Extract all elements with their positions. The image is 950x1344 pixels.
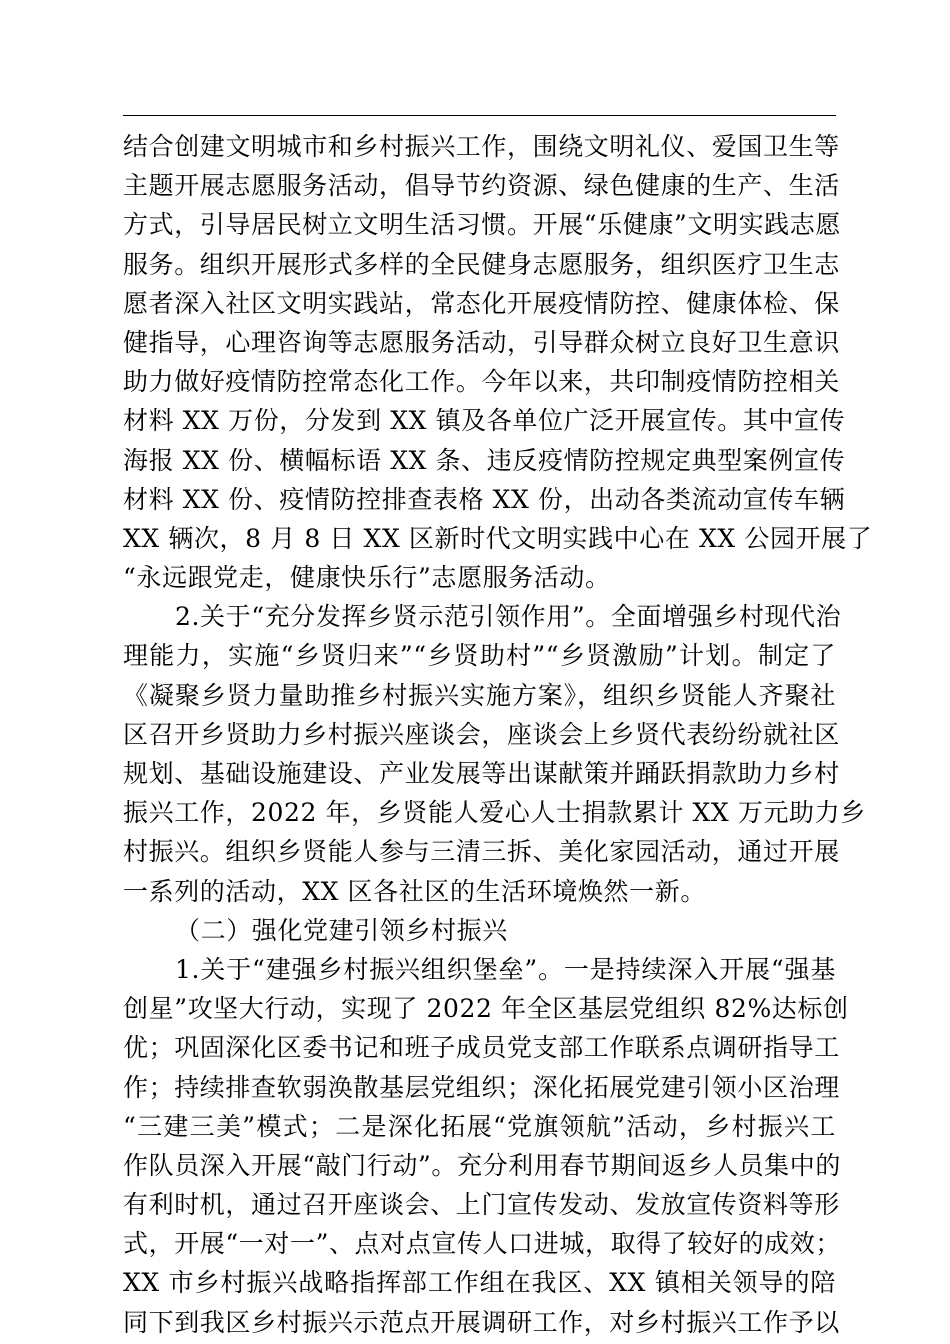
text-line: 健指导，心理咨询等志愿服务活动，引导群众树立良好卫生意识 — [123, 327, 840, 357]
text-line: 《凝聚乡贤力量助推乡村振兴实施方案》，组织乡贤能人齐聚社 — [123, 680, 836, 710]
text-line: 规划、基础设施建设、产业发展等出谋献策并踊跃捐款助力乡村 — [123, 759, 840, 788]
text-line: 材料 XX 万份，分发到 XX 镇及各单位广泛开展宣传。其中宣传 — [123, 406, 846, 436]
text-line: 海报 XX 份、横幅标语 XX 条、违反疫情防控规定典型案例宣传 — [123, 445, 846, 475]
text-line: 结合创建文明城市和乡村振兴工作，围绕文明礼仪、爱国卫生等 — [123, 132, 840, 161]
text-line: 振兴工作，2022 年，乡贤能人爱心人士捐款累计 XX 万元助力乡 — [123, 798, 866, 828]
text-line: 作；持续排查软弱涣散基层党组织；深化拓展党建引领小区治理 — [123, 1072, 840, 1102]
text-line: 作队员深入开展“敲门行动”。充分利用春节期间返乡人员集中的 — [123, 1150, 841, 1180]
document-body — [123, 127, 873, 1342]
text-line: 主题开展志愿服务活动，倡导节约资源、绿色健康的生产、生活 — [123, 171, 840, 201]
text-line: 服务。组织开展形式多样的全民健身志愿服务，组织医疗卫生志 — [123, 249, 840, 279]
text-line: 2.关于“充分发挥乡贤示范引领作用”。全面增强乡村现代治 — [175, 602, 842, 632]
text-line: “永远跟党走，健康快乐行”志愿服务活动。 — [123, 563, 611, 593]
text-line: 愿者深入社区文明实践站，常态化开展疫情防控、健康体检、保 — [123, 288, 840, 318]
text-line: 区召开乡贤助力乡村振兴座谈会，座谈会上乡贤代表纷纷就社区 — [123, 719, 840, 749]
text-line: 创星”攻坚大行动，实现了 2022 年全区基层党组织 82%达标创 — [123, 994, 849, 1024]
text-line: 方式，引导居民树立文明生活习惯。开展“乐健康”文明实践志愿 — [123, 210, 841, 240]
header-rule — [123, 115, 836, 116]
text-line: 材料 XX 份、疫情防控排查表格 XX 份，出动各类流动宣传车辆 — [123, 484, 846, 514]
text-line: 有利时机，通过召开座谈会、上门宣传发动、发放宣传资料等形 — [123, 1190, 840, 1220]
text-line: （二）强化党建引领乡村振兴 — [175, 915, 508, 945]
text-line: 村振兴。组织乡贤能人参与三清三拆、美化家园活动，通过开展 — [123, 837, 840, 867]
text-line: 优；巩固深化区委书记和班子成员党支部工作联系点调研指导工 — [123, 1033, 840, 1063]
text-line: “三建三美”模式；二是深化拓展“党旗领航”活动，乡村振兴工 — [123, 1111, 836, 1141]
text-line: 一系列的活动，XX 区各社区的生活环境焕然一新。 — [123, 876, 706, 906]
text-line: 式，开展“一对一”、点对点宣传人口进城，取得了较好的成效； — [123, 1229, 841, 1259]
text-line: XX 市乡村振兴战略指挥部工作组在我区、XX 镇相关领导的陪 — [123, 1268, 836, 1298]
text-line: XX 辆次，8 月 8 日 XX 区新时代文明实践中心在 XX 公园开展了 — [123, 523, 873, 553]
text-line: 同下到我区乡村振兴示范点开展调研工作，对乡村振兴工作予以 — [123, 1307, 840, 1337]
text-line: 助力做好疫情防控常态化工作。今年以来，共印制疫情防控相关 — [123, 367, 840, 397]
text-line: 1.关于“建强乡村振兴组织堡垒”。一是持续深入开展“强基 — [175, 954, 836, 984]
text-line: 理能力，实施“乡贤归来”“乡贤助村”“乡贤激励”计划。制定了 — [123, 641, 836, 671]
